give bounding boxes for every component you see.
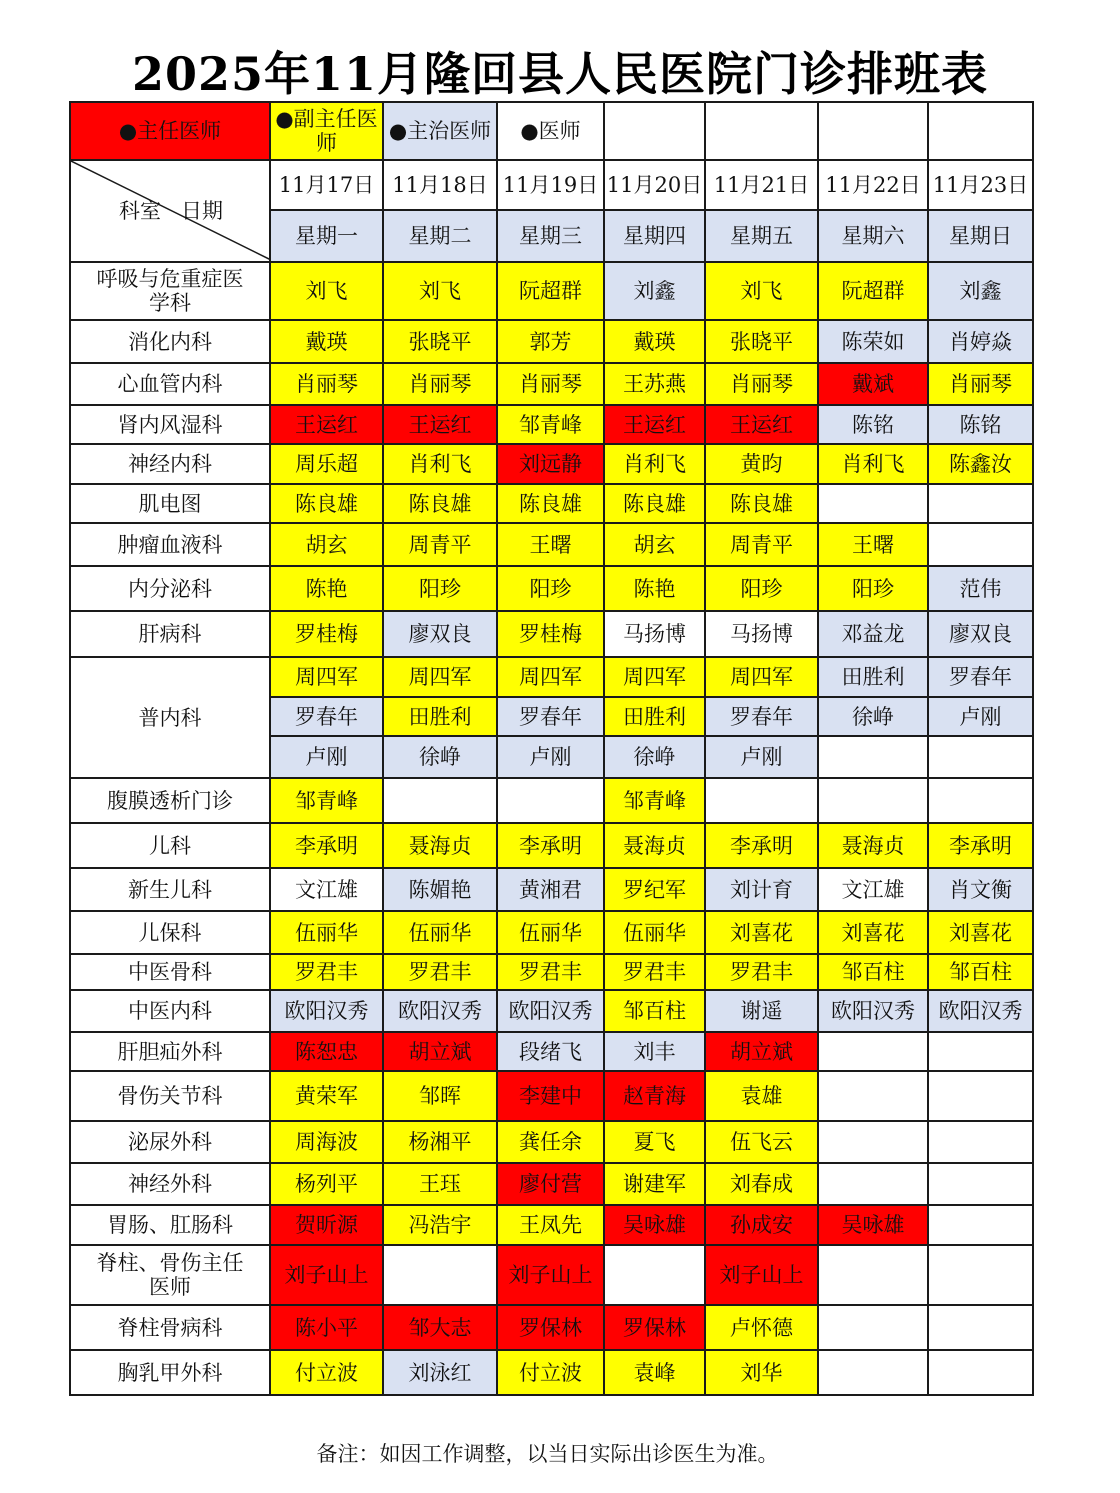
department-name: 脊柱骨病科 (70, 1305, 270, 1350)
doctor-cell: 陈铭 (928, 405, 1033, 444)
weekday-header: 星期一 (270, 210, 383, 262)
doctor-cell: 肖利飞 (383, 444, 497, 484)
doctor-cell: 陈铭 (818, 405, 928, 444)
weekday-header: 星期五 (705, 210, 818, 262)
doctor-cell: 袁雄 (705, 1071, 818, 1121)
department-name: 胃肠、肛肠科 (70, 1205, 270, 1245)
date-header: 11月22日 (818, 160, 928, 210)
schedule-row (70, 405, 1033, 444)
doctor-cell: 伍丽华 (497, 911, 604, 954)
doctor-cell: 陈荣如 (818, 320, 928, 363)
schedule-row (70, 1305, 1033, 1350)
doctor-cell: 陈鑫汝 (928, 444, 1033, 484)
doctor-cell: 罗君丰 (604, 954, 705, 990)
date-header: 11月23日 (928, 160, 1033, 210)
doctor-cell: 罗保林 (604, 1305, 705, 1350)
doctor-cell: 陈艳 (604, 566, 705, 611)
doctor-cell: 田胜利 (383, 697, 497, 736)
doctor-cell: 陈良雄 (270, 484, 383, 523)
doctor-cell: 刘子山上 (497, 1245, 604, 1305)
department-name: 肿瘤血液科 (70, 523, 270, 566)
doctor-cell: 周海波 (270, 1121, 383, 1163)
department-name: 新生儿科 (70, 868, 270, 911)
doctor-cell: 刘飞 (705, 262, 818, 320)
doctor-cell: 王珏 (383, 1163, 497, 1205)
doctor-cell (928, 1205, 1033, 1245)
doctor-cell: 肖利飞 (818, 444, 928, 484)
doctor-cell: 阳珍 (383, 566, 497, 611)
schedule-row (70, 868, 1033, 911)
doctor-cell: 罗桂梅 (270, 611, 383, 657)
doctor-cell: 王苏燕 (604, 363, 705, 405)
doctor-cell: 邹百柱 (604, 990, 705, 1032)
doctor-cell: 罗纪军 (604, 868, 705, 911)
doctor-cell: 罗桂梅 (497, 611, 604, 657)
department-name: 脊柱、骨伤主任医师 (70, 1245, 270, 1305)
legend-attending: ●主治医师 (383, 102, 497, 160)
schedule-row (70, 1245, 1033, 1305)
department-name: 内分泌科 (70, 566, 270, 611)
doctor-cell: 张晓平 (705, 320, 818, 363)
department-name: 神经内科 (70, 444, 270, 484)
doctor-cell: 罗君丰 (383, 954, 497, 990)
schedule-row (70, 1350, 1033, 1395)
department-name: 腹膜透析门诊 (70, 778, 270, 823)
doctor-cell: 肖丽琴 (270, 363, 383, 405)
page-title: 2025年11月隆回县人民医院门诊排班表 (131, 47, 989, 101)
doctor-cell: 卢刚 (497, 736, 604, 778)
doctor-cell: 阳珍 (705, 566, 818, 611)
doctor-cell: 马扬博 (604, 611, 705, 657)
doctor-cell (818, 1121, 928, 1163)
date-header: 11月19日 (497, 160, 604, 210)
department-name: 泌尿外科 (70, 1121, 270, 1163)
schedule-row (70, 1205, 1033, 1245)
doctor-cell: 孙成安 (705, 1205, 818, 1245)
schedule-row (70, 911, 1033, 954)
weekday-header: 星期二 (383, 210, 497, 262)
doctor-cell: 陈媚艳 (383, 868, 497, 911)
doctor-cell: 刘计育 (705, 868, 818, 911)
department-name: 肝胆疝外科 (70, 1032, 270, 1071)
doctor-cell: 周四军 (604, 657, 705, 697)
doctor-cell: 范伟 (928, 566, 1033, 611)
department-name: 消化内科 (70, 320, 270, 363)
schedule-row (70, 657, 1033, 697)
doctor-cell: 阮超群 (818, 262, 928, 320)
doctor-cell (818, 1245, 928, 1305)
doctor-cell: 邹百柱 (928, 954, 1033, 990)
doctor-cell: 罗春年 (497, 697, 604, 736)
doctor-cell: 周四军 (383, 657, 497, 697)
doctor-cell (604, 1245, 705, 1305)
doctor-cell: 卢刚 (928, 697, 1033, 736)
doctor-cell: 李承明 (270, 823, 383, 868)
doctor-cell: 夏飞 (604, 1121, 705, 1163)
doctor-cell: 欧阳汉秀 (928, 990, 1033, 1032)
schedule-row (70, 1071, 1033, 1121)
doctor-cell: 胡立斌 (705, 1032, 818, 1071)
doctor-cell (497, 778, 604, 823)
legend-chief: ●主任医师 (70, 102, 270, 160)
doctor-cell: 吴咏雄 (604, 1205, 705, 1245)
doctor-cell: 廖双良 (383, 611, 497, 657)
schedule-row (70, 523, 1033, 566)
doctor-cell: 王运红 (383, 405, 497, 444)
doctor-cell: 杨湘平 (383, 1121, 497, 1163)
doctor-cell (818, 1163, 928, 1205)
doctor-cell (818, 1032, 928, 1071)
doctor-cell: 谢遥 (705, 990, 818, 1032)
schedule-row (70, 823, 1033, 868)
doctor-cell: 段绪飞 (497, 1032, 604, 1071)
doctor-cell: 阳珍 (818, 566, 928, 611)
doctor-cell: 冯浩宇 (383, 1205, 497, 1245)
doctor-cell: 田胜利 (818, 657, 928, 697)
doctor-cell: 欧阳汉秀 (497, 990, 604, 1032)
department-name: 中医内科 (70, 990, 270, 1032)
department-name: 心血管内科 (70, 363, 270, 405)
doctor-cell (818, 1071, 928, 1121)
doctor-cell: 邹青峰 (270, 778, 383, 823)
doctor-cell: 罗春年 (705, 697, 818, 736)
doctor-cell: 邓益龙 (818, 611, 928, 657)
doctor-cell (383, 1245, 497, 1305)
doctor-cell: 肖丽琴 (383, 363, 497, 405)
date-header: 11月18日 (383, 160, 497, 210)
doctor-cell: 胡玄 (604, 523, 705, 566)
doctor-cell: 徐峥 (383, 736, 497, 778)
doctor-cell: 欧阳汉秀 (270, 990, 383, 1032)
doctor-cell: 伍飞云 (705, 1121, 818, 1163)
doctor-cell: 阮超群 (497, 262, 604, 320)
department-name: 中医骨科 (70, 954, 270, 990)
doctor-cell: 田胜利 (604, 697, 705, 736)
doctor-cell: 刘丰 (604, 1032, 705, 1071)
doctor-cell: 肖文衡 (928, 868, 1033, 911)
doctor-cell: 赵青海 (604, 1071, 705, 1121)
doctor-cell: 黄昀 (705, 444, 818, 484)
doctor-cell: 廖双良 (928, 611, 1033, 657)
doctor-cell: 谢建军 (604, 1163, 705, 1205)
department-name: 肾内风湿科 (70, 405, 270, 444)
doctor-cell: 欧阳汉秀 (383, 990, 497, 1032)
date-header: 11月17日 (270, 160, 383, 210)
legend-row (70, 102, 1033, 160)
weekday-header: 星期日 (928, 210, 1033, 262)
corner-header (70, 160, 270, 262)
doctor-cell: 聂海贞 (818, 823, 928, 868)
schedule-row (70, 444, 1033, 484)
doctor-cell: 罗春年 (270, 697, 383, 736)
doctor-cell (928, 736, 1033, 778)
doctor-cell (818, 778, 928, 823)
doctor-cell: 周青平 (705, 523, 818, 566)
doctor-cell: 罗君丰 (497, 954, 604, 990)
corner-labels (71, 199, 270, 223)
legend-empty (604, 102, 705, 160)
doctor-cell: 刘春成 (705, 1163, 818, 1205)
legend-empty (818, 102, 928, 160)
doctor-cell: 文江雄 (270, 868, 383, 911)
department-name: 肝病科 (70, 611, 270, 657)
doctor-cell: 刘喜花 (705, 911, 818, 954)
doctor-cell: 肖丽琴 (705, 363, 818, 405)
doctor-cell: 聂海贞 (383, 823, 497, 868)
doctor-cell: 卢怀德 (705, 1305, 818, 1350)
doctor-cell (928, 1071, 1033, 1121)
doctor-cell: 邹百柱 (818, 954, 928, 990)
doctor-cell: 戴瑛 (270, 320, 383, 363)
department-name: 胸乳甲外科 (70, 1350, 270, 1395)
doctor-cell: 龚任余 (497, 1121, 604, 1163)
doctor-cell: 刘飞 (270, 262, 383, 320)
doctor-cell: 王曙 (497, 523, 604, 566)
doctor-cell: 李承明 (928, 823, 1033, 868)
doctor-cell (928, 1245, 1033, 1305)
date-row (70, 160, 1033, 210)
schedule-row (70, 262, 1033, 320)
doctor-cell: 张晓平 (383, 320, 497, 363)
doctor-cell: 周青平 (383, 523, 497, 566)
doctor-cell (818, 1305, 928, 1350)
doctor-cell (928, 1163, 1033, 1205)
doctor-cell: 陈良雄 (497, 484, 604, 523)
weekday-header: 星期三 (497, 210, 604, 262)
doctor-cell: 胡立斌 (383, 1032, 497, 1071)
doctor-cell: 胡玄 (270, 523, 383, 566)
footer-note: 备注：如因工作调整，以当日实际出诊医生为准。 (316, 1442, 779, 1466)
doctor-cell: 陈良雄 (705, 484, 818, 523)
doctor-cell: 吴咏雄 (818, 1205, 928, 1245)
doctor-cell: 李承明 (497, 823, 604, 868)
schedule-row (70, 1121, 1033, 1163)
doctor-cell: 徐峥 (604, 736, 705, 778)
date-header: 11月21日 (705, 160, 818, 210)
department-name: 神经外科 (70, 1163, 270, 1205)
schedule-row (70, 320, 1033, 363)
department-name: 骨伤关节科 (70, 1071, 270, 1121)
doctor-cell: 陈小平 (270, 1305, 383, 1350)
schedule-row (70, 954, 1033, 990)
doctor-cell (928, 523, 1033, 566)
doctor-cell (383, 778, 497, 823)
doctor-cell: 王运红 (705, 405, 818, 444)
doctor-cell: 邹青峰 (497, 405, 604, 444)
doctor-cell: 袁峰 (604, 1350, 705, 1395)
doctor-cell: 文江雄 (818, 868, 928, 911)
doctor-cell: 徐峥 (818, 697, 928, 736)
doctor-cell: 肖丽琴 (497, 363, 604, 405)
schedule-row (70, 566, 1033, 611)
doctor-cell (928, 1305, 1033, 1350)
schedule-row (70, 1032, 1033, 1071)
weekday-header: 星期四 (604, 210, 705, 262)
legend-empty (705, 102, 818, 160)
doctor-cell: 邹青峰 (604, 778, 705, 823)
department-name: 普内科 (70, 657, 270, 778)
schedule-row (70, 484, 1033, 523)
date-header: 11月20日 (604, 160, 705, 210)
legend-associate: ●副主任医师 (270, 102, 383, 160)
doctor-cell: 郭芳 (497, 320, 604, 363)
doctor-cell: 刘子山上 (705, 1245, 818, 1305)
doctor-cell: 伍丽华 (604, 911, 705, 954)
doctor-cell: 刘鑫 (604, 262, 705, 320)
doctor-cell (818, 1350, 928, 1395)
doctor-cell: 刘飞 (383, 262, 497, 320)
doctor-cell: 戴斌 (818, 363, 928, 405)
doctor-cell: 周四军 (270, 657, 383, 697)
department-name: 肌电图 (70, 484, 270, 523)
department-name: 儿科 (70, 823, 270, 868)
doctor-cell: 王运红 (270, 405, 383, 444)
doctor-cell (928, 1350, 1033, 1395)
corner-dept-label: 科室 (118, 199, 161, 223)
doctor-cell: 周四军 (497, 657, 604, 697)
schedule-row (70, 611, 1033, 657)
doctor-cell: 邹晖 (383, 1071, 497, 1121)
doctor-cell: 付立波 (497, 1350, 604, 1395)
doctor-cell: 杨列平 (270, 1163, 383, 1205)
doctor-cell: 卢刚 (270, 736, 383, 778)
department-name: 儿保科 (70, 911, 270, 954)
doctor-cell: 李建中 (497, 1071, 604, 1121)
doctor-cell: 刘泳红 (383, 1350, 497, 1395)
doctor-cell: 刘华 (705, 1350, 818, 1395)
doctor-cell: 黄湘君 (497, 868, 604, 911)
schedule-row (70, 778, 1033, 823)
doctor-cell: 罗春年 (928, 657, 1033, 697)
doctor-cell: 刘远静 (497, 444, 604, 484)
schedule-row (70, 1163, 1033, 1205)
doctor-cell: 聂海贞 (604, 823, 705, 868)
doctor-cell: 刘喜花 (928, 911, 1033, 954)
doctor-cell: 肖婷焱 (928, 320, 1033, 363)
doctor-cell: 李承明 (705, 823, 818, 868)
doctor-cell: 罗君丰 (270, 954, 383, 990)
doctor-cell (928, 778, 1033, 823)
doctor-cell: 肖利飞 (604, 444, 705, 484)
doctor-cell: 邹大志 (383, 1305, 497, 1350)
doctor-cell (705, 778, 818, 823)
doctor-cell: 王曙 (818, 523, 928, 566)
doctor-cell: 陈艳 (270, 566, 383, 611)
doctor-cell (818, 484, 928, 523)
department-name: 呼吸与危重症医学科 (70, 262, 270, 320)
doctor-cell: 罗君丰 (705, 954, 818, 990)
doctor-cell: 欧阳汉秀 (818, 990, 928, 1032)
doctor-cell: 马扬博 (705, 611, 818, 657)
doctor-cell: 刘子山上 (270, 1245, 383, 1305)
doctor-cell: 刘喜花 (818, 911, 928, 954)
doctor-cell: 黄荣军 (270, 1071, 383, 1121)
doctor-cell: 卢刚 (705, 736, 818, 778)
legend-physician: ●医师 (497, 102, 604, 160)
doctor-cell: 罗保林 (497, 1305, 604, 1350)
doctor-cell: 陈恕忠 (270, 1032, 383, 1071)
doctor-cell: 伍丽华 (383, 911, 497, 954)
doctor-cell: 王运红 (604, 405, 705, 444)
weekday-header: 星期六 (818, 210, 928, 262)
doctor-cell (818, 736, 928, 778)
legend-empty (928, 102, 1033, 160)
doctor-cell: 戴瑛 (604, 320, 705, 363)
doctor-cell: 伍丽华 (270, 911, 383, 954)
doctor-cell: 付立波 (270, 1350, 383, 1395)
doctor-cell (928, 1121, 1033, 1163)
corner-date-label: 日期 (181, 199, 224, 223)
doctor-cell: 周乐超 (270, 444, 383, 484)
doctor-cell (928, 1032, 1033, 1071)
doctor-cell: 肖丽琴 (928, 363, 1033, 405)
doctor-cell (928, 484, 1033, 523)
doctor-cell: 王凤先 (497, 1205, 604, 1245)
doctor-cell: 阳珍 (497, 566, 604, 611)
doctor-cell: 贺昕源 (270, 1205, 383, 1245)
doctor-cell: 周四军 (705, 657, 818, 697)
doctor-cell: 廖付营 (497, 1163, 604, 1205)
doctor-cell: 陈良雄 (604, 484, 705, 523)
schedule-row (70, 363, 1033, 405)
doctor-cell: 刘鑫 (928, 262, 1033, 320)
schedule-table (69, 101, 1034, 1396)
doctor-cell: 陈良雄 (383, 484, 497, 523)
schedule-row (70, 990, 1033, 1032)
